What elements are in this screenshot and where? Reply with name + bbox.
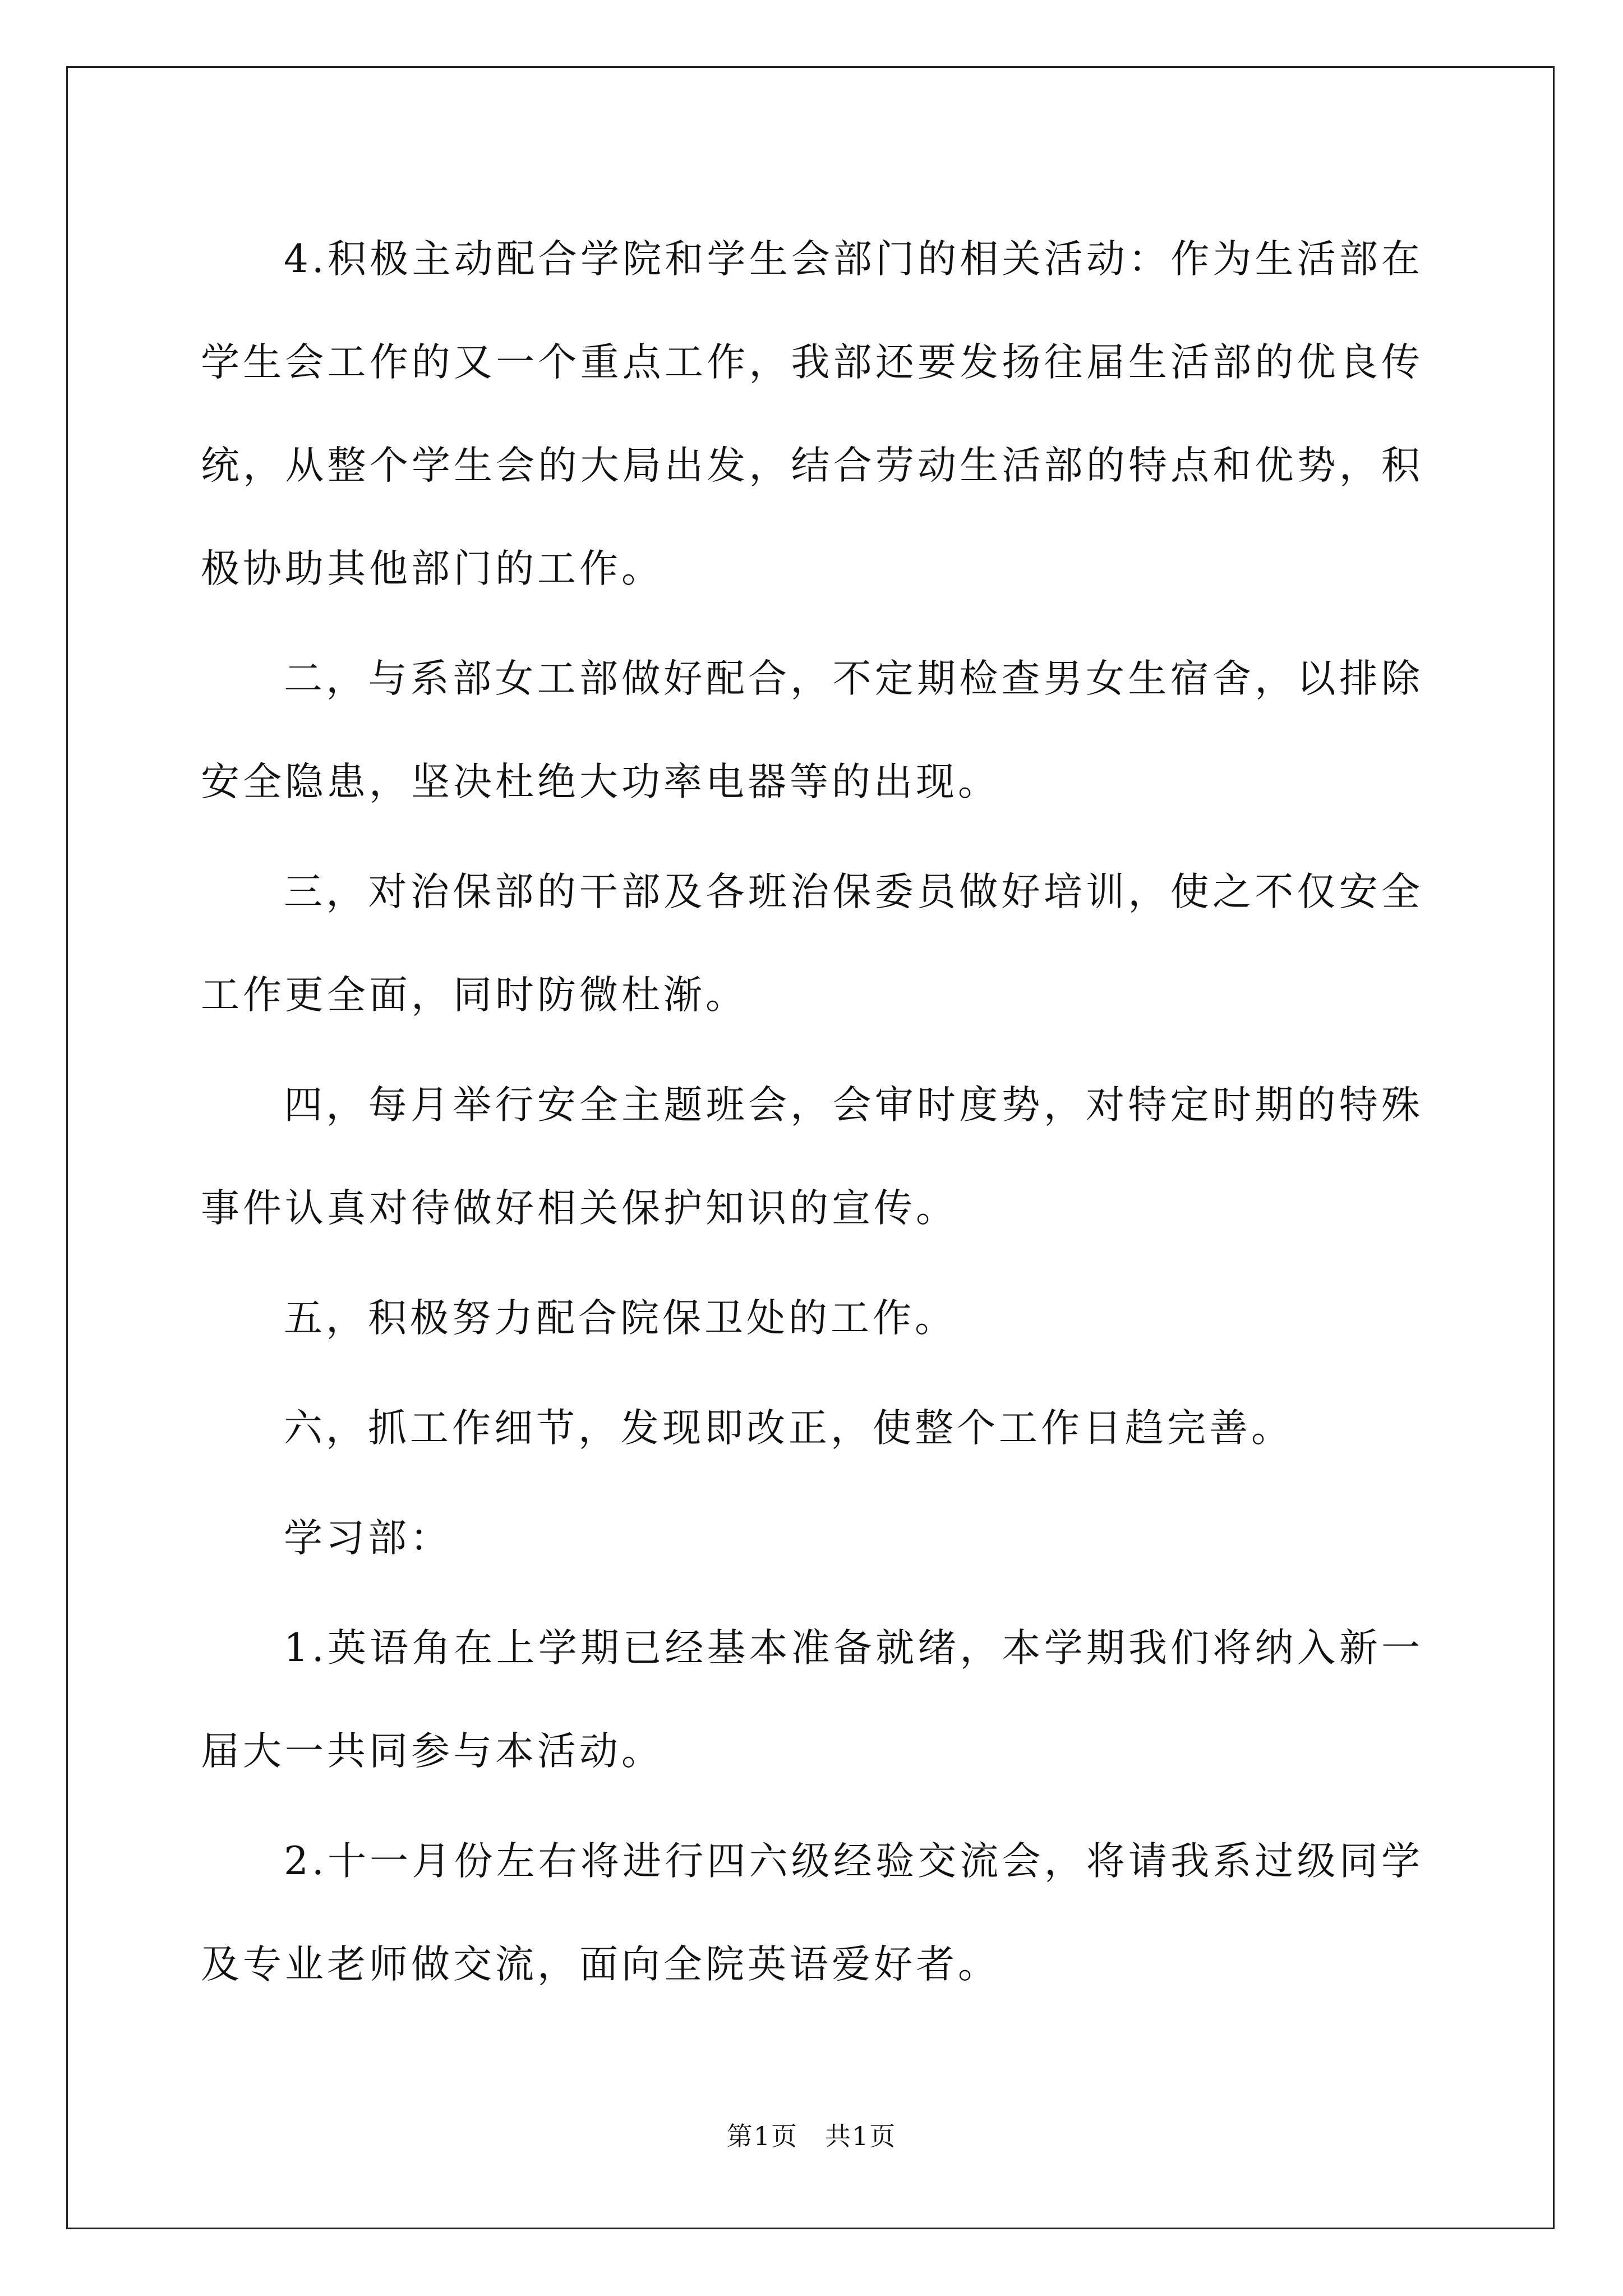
document-body (201, 208, 1423, 2023)
paragraph-4: 四，每月举行安全主题班会，会审时度势，对特定时期的特殊事件认真对待做好相关保护知识的宣传。 (201, 1083, 1423, 1231)
paragraph-8: 2.十一月份左右将进行四六级经验交流会，将请我系过级同学及专业老师做交流，面向全院英语爱好者。 (201, 1839, 1423, 1987)
paragraph-2: 二，与系部女工部做好配合，不定期检查男女生宿舍，以排除安全隐患，坚决杜绝大功率电器等的出现。 (201, 656, 1423, 804)
paragraph-6: 六，抓工作细节，发现即改正，使整个工作日趋完善。 (284, 1406, 1293, 1451)
section-heading: 学习部： (284, 1516, 452, 1561)
paragraph-5: 五，积极努力配合院保卫处的工作。 (284, 1296, 957, 1341)
page-footer: 第1页 共1页 (726, 2121, 897, 2151)
paragraph-3: 三，对治保部的干部及各班治保委员做好培训，使之不仅安全工作更全面，同时防微杜渐。 (201, 869, 1423, 1018)
paragraph-7: 1.英语角在上学期已经基本准备就绪，本学期我们将纳入新一届大一共同参与本活动。 (201, 1626, 1423, 1774)
paragraph-1: 4.积极主动配合学院和学生会部门的相关活动：作为生活部在学生会工作的又一个重点工作，我部还要发扬往届生活部的优良传统，从整个学生会的大局出发，结合劳动生活部的特点和优势，积极协助其他部门的工作。 (201, 237, 1423, 591)
